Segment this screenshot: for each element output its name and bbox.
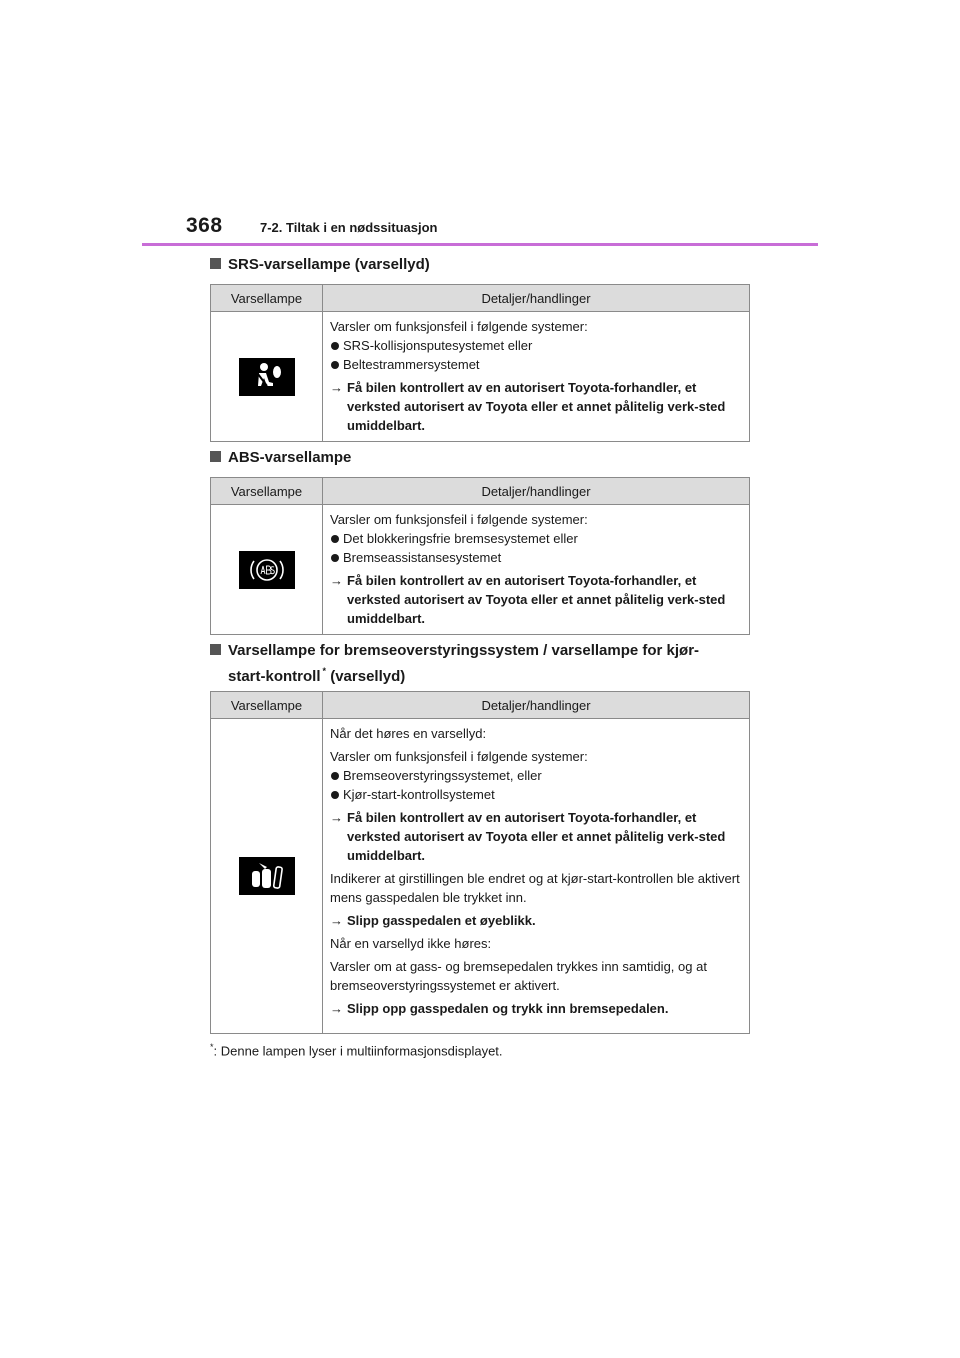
footnote-mark: * bbox=[210, 1042, 214, 1052]
intro-text: Varsler om funksjonsfeil i følgende systemer: bbox=[330, 749, 588, 764]
section-title-abs bbox=[210, 447, 755, 468]
column-header-details: Detaljer/handlinger bbox=[323, 692, 750, 719]
bullet-item: SRS-kollisjonsputesystemet eller bbox=[330, 336, 743, 355]
brake-override-icon bbox=[239, 857, 295, 895]
no-sound-action-text bbox=[330, 999, 743, 1018]
action-label: Få bilen kontrollert av en autorisert Toyota-forhandler, et verksted autorisert av Toyota eller et annet pålitelig verk-sted umiddelbart. bbox=[347, 573, 726, 626]
column-header-details: Detaljer/handlinger bbox=[323, 285, 750, 312]
icon-cell bbox=[211, 505, 323, 635]
section-title-brake-override bbox=[210, 640, 755, 687]
section-title-srs bbox=[210, 254, 755, 275]
no-sound-text: Varsler om at gass- og bremsepedalen trykkes inn samtidig, og at bremseoverstyringssystemet er aktivert. bbox=[330, 959, 707, 993]
icon-cell bbox=[211, 312, 323, 442]
section-square-icon bbox=[210, 451, 221, 462]
srs-airbag-icon bbox=[239, 358, 295, 396]
arrow-icon: → bbox=[330, 380, 343, 395]
section-square-icon bbox=[210, 258, 221, 269]
section-title-text: Varsellampe for bremseoverstyringssystem / varsellampe for kjør- bbox=[228, 642, 700, 659]
action-text bbox=[330, 378, 743, 435]
bullet-item: Det blokkeringsfrie bremsesystemet eller bbox=[330, 529, 743, 548]
abs-icon bbox=[239, 551, 295, 589]
details-cell bbox=[323, 719, 750, 1034]
section-title-text: ABS-varsellampe bbox=[228, 449, 352, 466]
abs-table bbox=[210, 477, 750, 635]
bullet-item: Beltestrammersystemet bbox=[330, 355, 743, 374]
section-title-text: (varsellyd) bbox=[330, 668, 406, 685]
brake-override-table bbox=[210, 691, 750, 1034]
page-number: 368 bbox=[186, 214, 223, 237]
footnote bbox=[210, 1042, 503, 1058]
action-label: Få bilen kontrollert av en autorisert Toyota-forhandler, et verksted autorisert av Toyota eller et annet pålitelig verk-sted umiddelbart. bbox=[347, 810, 726, 863]
intro-text: Varsler om funksjonsfeil i følgende systemer: bbox=[330, 512, 588, 527]
column-header-details: Detaljer/handlinger bbox=[323, 478, 750, 505]
when-no-sound-text: Når en varsellyd ikke høres: bbox=[330, 936, 492, 951]
chapter-title: 7-2. Tiltak i en nødssituasjon bbox=[260, 220, 438, 235]
details-cell bbox=[323, 312, 750, 442]
section-title-text: SRS-varsellampe (varsellyd) bbox=[228, 256, 430, 273]
column-header-lamp: Varsellampe bbox=[211, 285, 323, 312]
shift-text: Indikerer at girstillingen ble endret og at kjør-start-kontrollen ble aktivert mens gasspedalen ble trykket inn. bbox=[330, 871, 740, 905]
column-header-lamp: Varsellampe bbox=[211, 478, 323, 505]
intro-text: Varsler om funksjonsfeil i følgende systemer: bbox=[330, 319, 588, 334]
arrow-icon: → bbox=[330, 913, 343, 928]
bullet-item: Bremseassistansesystemet bbox=[330, 548, 743, 567]
action-label: Slipp opp gasspedalen og trykk inn bremsepedalen. bbox=[347, 1001, 669, 1016]
bullet-item: Kjør-start-kontrollsystemet bbox=[330, 785, 743, 804]
shift-action-text bbox=[330, 911, 743, 930]
section-title-text: start-kontroll bbox=[228, 668, 321, 685]
action-text bbox=[330, 571, 743, 628]
details-cell bbox=[323, 505, 750, 635]
column-header-lamp: Varsellampe bbox=[211, 692, 323, 719]
section-square-icon bbox=[210, 644, 221, 655]
arrow-icon: → bbox=[330, 1001, 343, 1016]
icon-cell bbox=[211, 719, 323, 1034]
action-label: Få bilen kontrollert av en autorisert Toyota-forhandler, et verksted autorisert av Toyota eller et annet pålitelig verk-sted umiddelbart. bbox=[347, 380, 726, 433]
action-text bbox=[330, 808, 743, 865]
when-sound-text: Når det høres en varsellyd: bbox=[330, 726, 487, 741]
bullet-item: Bremseoverstyringssystemet, eller bbox=[330, 766, 743, 785]
srs-table bbox=[210, 284, 750, 442]
action-label: Slipp gasspedalen et øyeblikk. bbox=[347, 913, 536, 928]
header-rule bbox=[142, 243, 818, 246]
arrow-icon: → bbox=[330, 573, 343, 588]
footnote-marker: * bbox=[322, 666, 327, 676]
footnote-text: : Denne lampen lyser i multiinformasjonsdisplayet. bbox=[213, 1043, 503, 1059]
arrow-icon: → bbox=[330, 810, 343, 825]
